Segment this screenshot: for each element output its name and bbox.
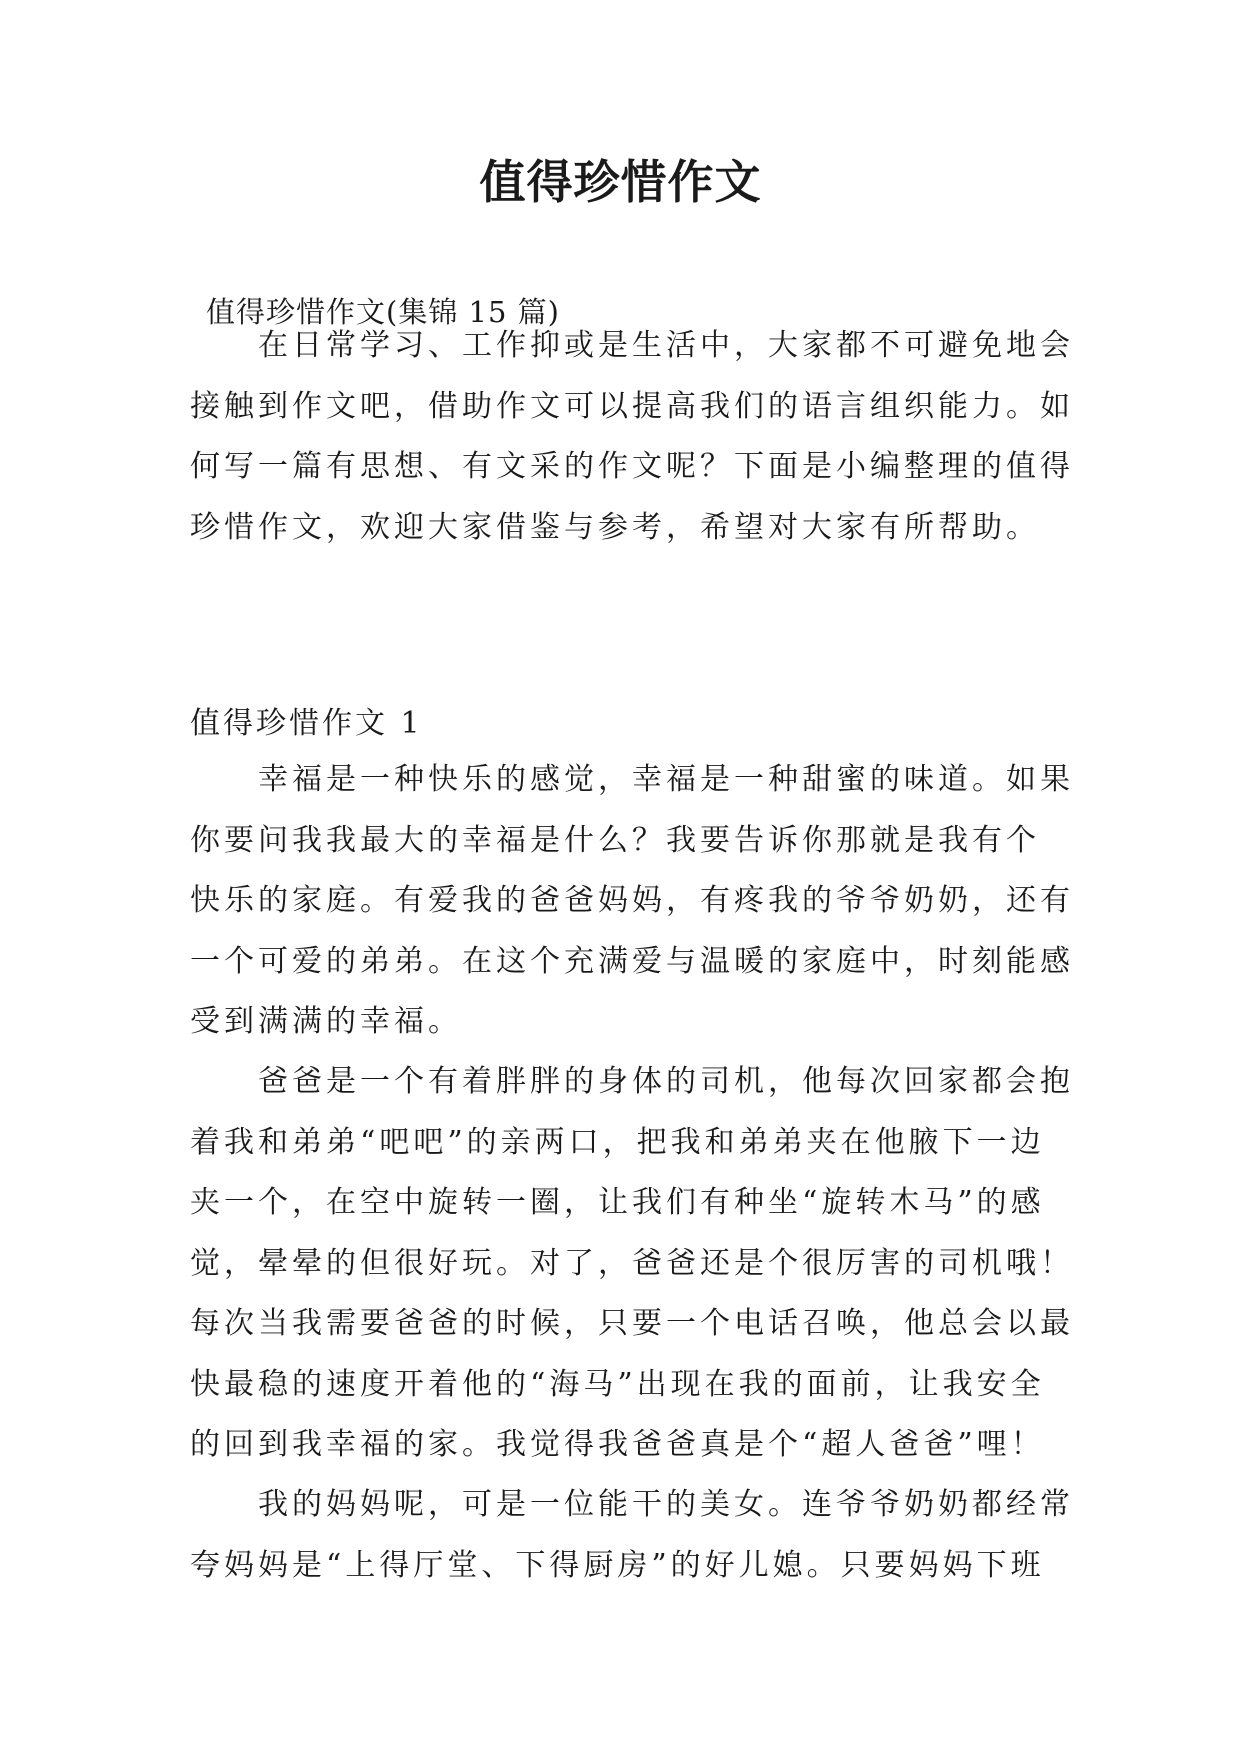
intro-paragraph <box>190 316 1074 558</box>
text-line: 我的妈妈呢，可是一位能干的美女。连爷爷奶奶都经常 <box>258 1487 1074 1522</box>
text-line: 着我和弟弟“吧吧”的亲两口，把我和弟弟夹在他腋下一边 <box>190 1124 1045 1160</box>
text-line: 快乐的家庭。有爱我的爸爸妈妈，有疼我的爷爷奶奶，还有 <box>190 883 1074 918</box>
text-line: 一个可爱的弟弟。在这个充满爱与温暖的家庭中，时刻能感 <box>190 943 1074 979</box>
text-line: 夸妈妈是“上得厅堂、下得厨房”的好儿媳。只要妈妈下班 <box>190 1547 1045 1583</box>
document-title: 值得珍惜作文 <box>479 155 762 209</box>
text-line: 受到满满的幸福。 <box>190 1004 462 1039</box>
text-line: 珍惜作文，欢迎大家借鉴与参考，希望对大家有所帮助。 <box>190 509 1040 545</box>
text-line: 在日常学习、工作抑或是生活中，大家都不可避免地会 <box>258 328 1074 363</box>
text-line: 觉，晕晕的但很好玩。对了，爸爸还是个很厉害的司机哦！ <box>190 1245 1074 1281</box>
text-line: 快最稳的速度开着他的“海马”出现在我的面前，让我安全 <box>190 1366 1045 1402</box>
document-subtitle: 值得珍惜作文(集锦 15 篇) <box>206 295 560 329</box>
paragraph-1 <box>190 750 1074 1053</box>
text-line: 夹一个，在空中旋转一圈，让我们有种坐“旋转木马”的感 <box>190 1185 1045 1220</box>
text-line: 你要问我我最大的幸福是什么？我要告诉你那就是我有个 <box>190 822 1040 858</box>
paragraph-2 <box>190 1052 1074 1476</box>
text-line: 的回到我幸福的家。我觉得我爸爸真是个“超人爸爸”哩！ <box>190 1427 1045 1462</box>
text-line: 每次当我需要爸爸的时候，只要一个电话召唤，他总会以最 <box>190 1306 1074 1341</box>
text-line: 接触到作文吧，借助作文可以提高我们的语言组织能力。如 <box>190 388 1074 424</box>
text-line: 爸爸是一个有着胖胖的身体的司机，他每次回家都会抱 <box>258 1064 1074 1099</box>
text-line: 何写一篇有思想、有文采的作文呢？下面是小编整理的值得 <box>190 449 1074 484</box>
paragraph-3 <box>190 1475 1074 1596</box>
section-heading: 值得珍惜作文 1 <box>190 706 423 741</box>
text-line: 幸福是一种快乐的感觉，幸福是一种甜蜜的味道。如果 <box>258 762 1074 797</box>
